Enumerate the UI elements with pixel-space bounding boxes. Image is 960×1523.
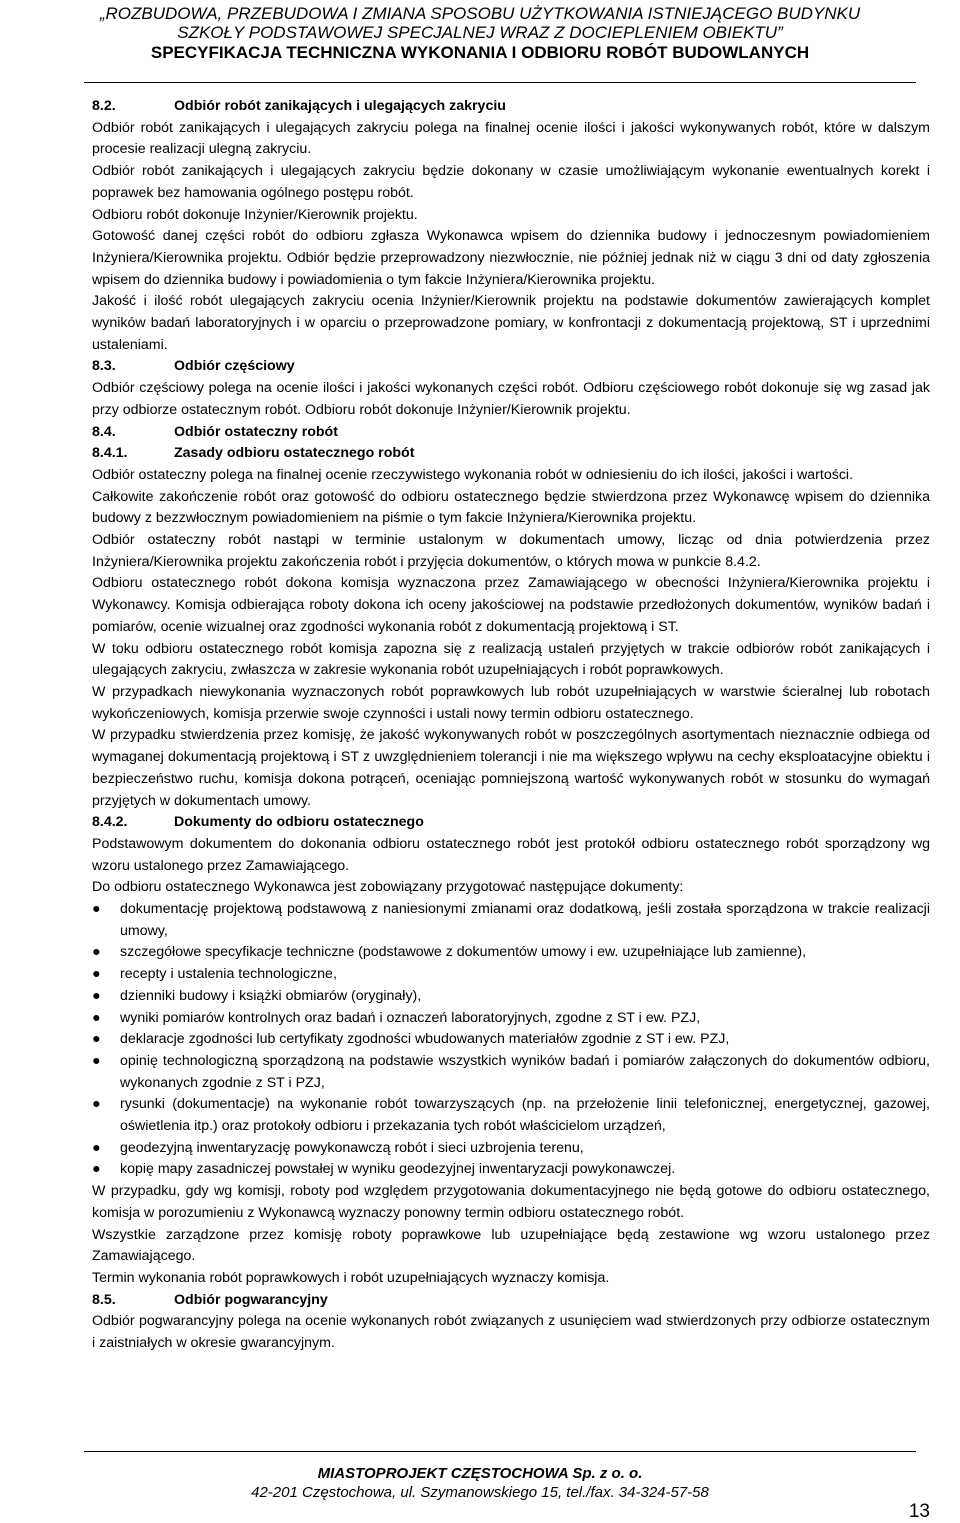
bullet-icon: ● (92, 944, 101, 961)
paragraph: Odbioru ostatecznego robót dokona komisja wyznaczona przez Zamawiającego w obecności Inżyniera/Kierownika projektu i Wykonawcy. Komisja odbierająca roboty dokona ich oceny jakościowej na podstawie przedłożonych dokumentów, wyników badań i pomiarów, ocenie wizualnej oraz zgodności wykonania robót z dokumentacją projektową i ST. (92, 575, 930, 635)
list-item: ● dokumentację projektową podstawową z naniesionymi zmianami oraz dodatkową, jeśli została sporządzona w trakcie realizacji umowy, (92, 901, 930, 939)
paragraph: W przypadku stwierdzenia przez komisję, że jakość wykonywanych robót w poszczególnych asortymentach nieznacznie odbiega od wymaganej dokumentacją projektową i ST z uwzględnieniem tolerancji i nie ma większego wpływu na cechy eksploatacyjne obiektu i bezpieczeństwo ruchu, komisja dokona potrąceń, oceniając pomniejszoną wartość wykonywanych robót w stosunku do wymagań przyjętych w dokumentach umowy. (92, 727, 930, 809)
bullet-icon: ● (92, 987, 101, 1004)
paragraph: Całkowite zakończenie robót oraz gotowość do odbioru ostatecznego będzie stwierdzona przez Wykonawcę wpisem do dziennika budowy z bezzwłocznym powiadomieniem na piśmie o tym fakcie Inżyniera/Kierownika projektu. (92, 488, 930, 527)
bullet-icon: ● (92, 966, 101, 983)
bullet-icon: ● (92, 1161, 101, 1178)
footer-company: MIASTOPROJEKT CZĘSTOCHOWA Sp. z o. o. (317, 1465, 643, 1482)
list-item: ● rysunki (dokumentacje) na wykonanie robót towarzyszących (np. na przełożenie linii telefonicznej, energetycznej, gazowej, oświetlenia itp.) oraz protokoły odbioru i przekazania tych robót właścicielom urządzeń, (92, 1096, 930, 1135)
paragraph: Podstawowym dokumentem do dokonania odbioru ostatecznego robót jest protokół odbioru ostatecznego robót sporządzony wg wzoru ustalonego przez Zamawiającego. (92, 835, 930, 874)
paragraph: Odbiór częściowy polega na ocenie ilości i jakości wykonanych części robót. Odbioru częściowego robót dokonuje się wg zasad jak przy odbiorze ostatecznym robót. Odbioru robót dokonuje Inżynier/Kierownik projektu. (92, 380, 930, 418)
header-divider (84, 82, 916, 83)
paragraph: Odbioru robót dokonuje Inżynier/Kierownik projektu. (92, 206, 418, 223)
header-project-title-line2: SZKOŁY PODSTAWOWEJ SPECJALNEJ WRAZ Z DOCIEPLENIEM OBIEKTU” (177, 23, 783, 42)
paragraph: Odbiór robót zanikających i ulegających zakryciu polega na finalnej ocenie ilości i jakości wykonywanych robót, które w dalszym procesie realizacji ulegną zakryciu. (92, 119, 930, 158)
paragraph: W przypadkach niewykonania wyznaczonych robót poprawkowych lub robót uzupełniających w warstwie ścieralnej lub robotach wykończeniowych, komisja przerwie swoje czynności i ustali nowy termin odbioru ostatecznego. (92, 683, 930, 722)
list-item: ● kopię mapy zasadniczej powstałej w wyniku geodezyjnej inwentaryzacji powykonawczej. (92, 1159, 930, 1181)
section-heading: 8.5. Odbiór pogwarancyjny (92, 1291, 328, 1308)
bullet-icon: ● (92, 1139, 101, 1156)
paragraph: Jakość i ilość robót ulegających zakryciu ocenia Inżynier/Kierownik projektu na podstawie dokumentów zawierających komplet wyników badań laboratoryjnych i w oparciu o przeprowadzone pomiary, w konfrontacji z dokumentacją projektową, ST i uprzednimi ustaleniami. (92, 293, 930, 353)
bullet-icon: ● (92, 1096, 101, 1113)
page-number: 13 (908, 1501, 930, 1522)
paragraph: Termin wykonania robót poprawkowych i robót uzupełniających wyznaczy komisja. (92, 1269, 610, 1286)
document-list (92, 899, 930, 1181)
list-item: ● recepty i ustalenia technologiczne, (92, 964, 930, 986)
bullet-icon: ● (92, 1031, 101, 1048)
list-item: ● opinię technologiczną sporządzoną na podstawie wszystkich wyników badań i pomiarów załączonych do dokumentów odbioru, wykonanych zgodnie z ST i PZJ, (92, 1052, 930, 1091)
bullet-icon: ● (92, 1052, 101, 1069)
bullet-icon: ● (92, 901, 101, 918)
list-item: ● dzienniki budowy i książki obmiarów (oryginały), (92, 986, 930, 1008)
paragraph: Do odbioru ostatecznego Wykonawca jest zobowiązany przygotować następujące dokumenty: (92, 879, 684, 896)
section-heading: 8.4. Odbiór ostateczny robót (92, 423, 338, 440)
paragraph: Odbiór robót zanikających i ulegających zakryciu będzie dokonany w czasie umożliwiającym wykonanie ewentualnych korekt i poprawek bez hamowania ogólnego postępu robót. (92, 163, 930, 201)
section-heading: 8.3. Odbiór częściowy (92, 358, 295, 375)
document-body (92, 96, 930, 1355)
paragraph: Odbiór ostateczny polega na finalnej ocenie rzeczywistego wykonania robót w odniesieniu do ich ilości, jakości i wartości. (92, 466, 854, 483)
list-item: ● wyniki pomiarów kontrolnych oraz badań i oznaczeń laboratoryjnych, zgodne z ST i ew. PZJ, (92, 1008, 930, 1030)
paragraph: Gotowość danej części robót do odbioru zgłasza Wykonawca wpisem do dziennika budowy i jednoczesnym powiadomieniem Inżyniera/Kierownika projektu. Odbiór będzie przeprowadzony niezwłocznie, nie później jednak niż w ciągu 3 dni od daty zgłoszenia wpisem do dziennika budowy i powiadomienia o tym fakcie Inżyniera/Kierownika projektu. (92, 228, 930, 288)
header-document-title: SPECYFIKACJA TECHNICZNA WYKONANIA I ODBIORU ROBÓT BUDOWLANYCH (150, 43, 810, 62)
paragraph: W przypadku, gdy wg komisji, roboty pod względem przygotowania dokumentacyjnego nie będą gotowe do odbioru ostatecznego, komisja w porozumieniu z Wykonawcą wyznaczy ponowny termin odbioru ostatecznego robót. (92, 1183, 930, 1221)
section-heading: 8.2. Odbiór robót zanikających i ulegających zakryciu (92, 98, 506, 114)
list-item: ● deklaracje zgodności lub certyfikaty zgodności wbudowanych materiałów zgodnie z ST i ew. PZJ, (92, 1029, 930, 1051)
bullet-icon: ● (92, 1009, 101, 1026)
header-project-title-line1: „ROZBUDOWA, PRZEBUDOWA I ZMIANA SPOSOBU UŻYTKOWANIA ISTNIEJĄCEGO BUDYNKU (99, 4, 861, 23)
list-item: ● szczegółowe specyfikacje techniczne (podstawowe z dokumentów umowy i ew. uzupełniające lub zamienne), (92, 942, 930, 964)
paragraph: Wszystkie zarządzone przez komisję roboty poprawkowe lub uzupełniające będą zestawione wg wzoru ustalonego przez Zamawiającego. (92, 1226, 930, 1265)
paragraph: Odbiór ostateczny robót nastąpi w terminie ustalonym w dokumentach umowy, licząc od dnia potwierdzenia przez Inżyniera/Kierownika projektu zakończenia robót i przyjęcia dokumentów, o których mowa w punkcie 8.4.2. (92, 532, 930, 570)
footer-address: 42-201 Częstochowa, ul. Szymanowskiego 15, tel./fax. 34-324-57-58 (251, 1484, 709, 1501)
paragraph: W toku odbioru ostatecznego robót komisja zapozna się z realizacją ustaleń przyjętych w trakcie odbiorów robót zanikających i ulegających zakryciu, zwłaszcza w zakresie wykonania robót uzupełniających i robót poprawkowych. (92, 640, 930, 679)
list-item: ● geodezyjną inwentaryzację powykonawczą robót i sieci uzbrojenia terenu, (92, 1138, 930, 1160)
subsection-heading: 8.4.2. Dokumenty do odbioru ostatecznego (92, 814, 424, 831)
footer-divider (84, 1451, 916, 1452)
subsection-heading: 8.4.1. Zasady odbioru ostatecznego robót (92, 445, 415, 462)
paragraph: Odbiór pogwarancyjny polega na ocenie wykonanych robót związanych z usunięciem wad stwierdzonych przy odbiorze ostatecznym i zaistniałych w okresie gwarancyjnym. (92, 1313, 930, 1352)
